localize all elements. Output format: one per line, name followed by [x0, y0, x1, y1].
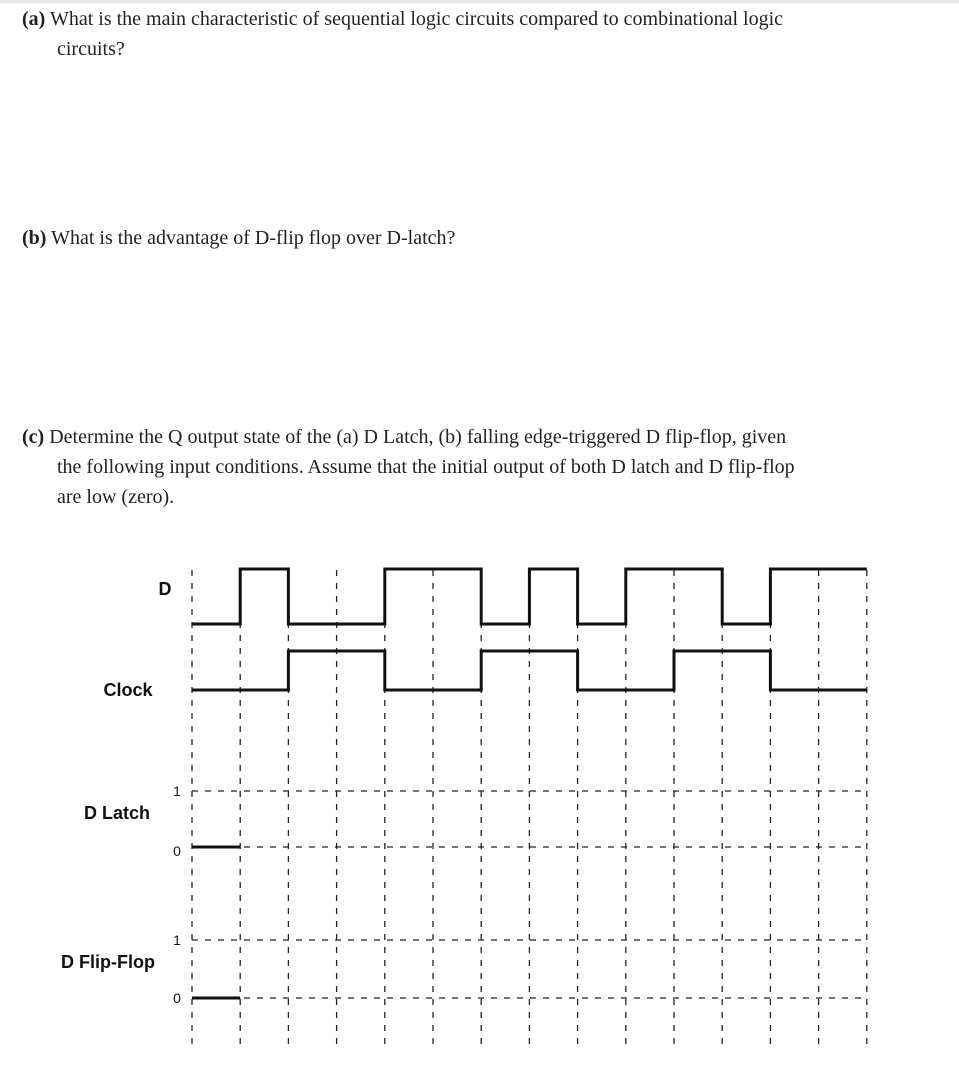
d-waveform — [192, 569, 867, 624]
question-a-text-line2: circuits? — [57, 38, 125, 60]
question-c — [22, 422, 922, 512]
question-a-label: (a) — [22, 8, 46, 30]
question-b-text: What is the advantage of D-flip flop over D-latch? — [51, 227, 456, 249]
question-c-text-line1: Determine the Q output state of the (a) D Latch, (b) falling edge-triggered D flip-flop, given — [49, 426, 787, 448]
signal-label-d-flipflop: D Flip-Flop — [61, 952, 155, 972]
time-gridlines — [192, 570, 867, 1048]
signal-label-clock: Clock — [103, 680, 153, 700]
question-b — [22, 223, 922, 253]
top-border — [0, 0, 959, 3]
timing-diagram — [0, 540, 959, 1060]
latch-level-1-label: 1 — [173, 783, 181, 799]
question-c-text-line2: the following input conditions. Assume that the initial output of both D latch and D flip-flop — [57, 456, 795, 478]
question-c-label: (c) — [22, 426, 45, 448]
question-c-text-line3: are low (zero). — [57, 486, 175, 508]
question-a-text-line1: What is the main characteristic of sequential logic circuits compared to combinational logic — [49, 8, 784, 30]
latch-level-0-label: 0 — [173, 843, 181, 859]
clock-waveform — [192, 651, 867, 690]
flipflop-level-0-label: 0 — [173, 990, 181, 1006]
signal-label-d: D — [158, 579, 172, 599]
flipflop-level-1-label: 1 — [173, 932, 181, 948]
question-a — [22, 4, 922, 64]
question-b-label: (b) — [22, 227, 47, 249]
signal-label-d-latch: D Latch — [83, 803, 151, 823]
